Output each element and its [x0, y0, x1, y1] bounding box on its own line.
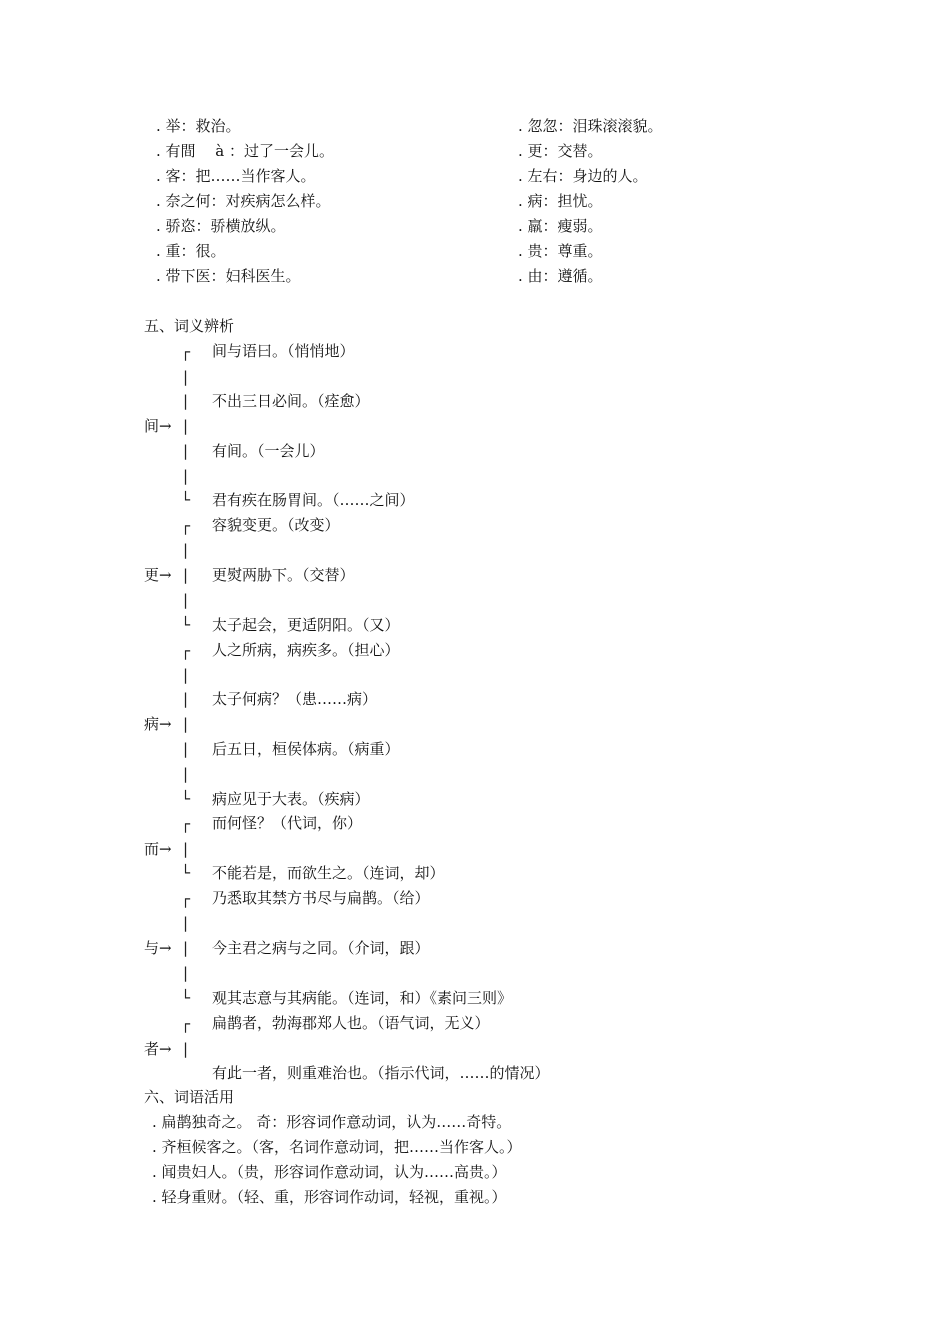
usage-item: . 扁鹊独奇之。 奇：形容词作意动词，认为……奇特。 [152, 1113, 512, 1131]
definition-line: 后五日，桓侯体病。（病重） [212, 740, 400, 758]
usage-item: . 轻身重财。（轻、重，形容词作动词，轻视，重视。） [152, 1188, 507, 1206]
vocab-item: . 重：很。 [156, 242, 226, 260]
bracket-mid: | [181, 765, 191, 783]
definition-line: 病应见于大表。（疾病） [212, 790, 370, 808]
definition-line: 太子起会，更适阴阳。（又） [212, 616, 400, 634]
bracket-bottom: └ [181, 790, 191, 808]
bracket-bottom: └ [181, 864, 191, 882]
vocab-item: . 病：担忧。 [518, 192, 603, 210]
bracket-mid: | [181, 566, 191, 584]
bracket-mid: | [181, 964, 191, 982]
headword-geng: 更→ [144, 566, 172, 584]
section-5-title: 五、词义辨析 [144, 317, 235, 335]
headword-zhe: 者→ [144, 1040, 172, 1058]
vocab-item: . 客：把……当作客人。 [156, 167, 316, 185]
bracket-mid: | [181, 368, 191, 386]
vocab-item: . 贵：尊重。 [518, 242, 603, 260]
bracket-mid: | [181, 541, 191, 559]
bracket-top: ┌ [181, 1015, 191, 1033]
bracket-bottom: └ [181, 989, 191, 1007]
headword-jian: 间→ [144, 417, 172, 435]
bracket-top: ┌ [181, 343, 191, 361]
definition-line: 太子何病？（患……病） [212, 690, 378, 708]
vocab-item: . 带下医：妇科医生。 [156, 267, 301, 285]
definition-line: 有间。（一会儿） [212, 442, 325, 460]
vocab-item: . 骄恣：骄横放纵。 [156, 217, 286, 235]
section-6-title: 六、词语活用 [144, 1088, 235, 1106]
vocab-item: . 奈之何：对疾病怎么样。 [156, 192, 331, 210]
definition-line: 乃悉取其禁方书尽与扁鹊。（给） [212, 889, 430, 907]
definition-line: 观其志意与其病能。（连词，和）《素问三则》 [212, 989, 513, 1007]
definition-line: 不出三日必间。（痊愈） [212, 392, 370, 410]
bracket-mid: | [181, 690, 191, 708]
bracket-mid: | [181, 840, 191, 858]
bracket-mid: | [181, 914, 191, 932]
definition-line: 不能若是，而欲生之。（连词，却） [212, 864, 445, 882]
definition-line: 更熨两胁下。（交替） [212, 566, 355, 584]
bracket-mid: | [181, 392, 191, 410]
bracket-bottom: └ [181, 491, 191, 509]
headword-yu: 与→ [144, 939, 172, 957]
vocab-right-column [518, 117, 663, 292]
vocab-left-column [156, 117, 334, 292]
vocab-item: . 忽忽：泪珠滚滚貌。 [518, 117, 663, 135]
bracket-top: ┌ [181, 642, 191, 660]
vocab-item: . 由：遵循。 [518, 267, 603, 285]
vocab-item: . 左右：身边的人。 [518, 167, 648, 185]
bracket-mid: | [181, 715, 191, 733]
definition-line: 有此一者，则重难治也。（指示代词，……的情况） [212, 1064, 550, 1082]
vocab-item: . 举：救治。 [156, 117, 241, 135]
bracket-mid: | [181, 417, 191, 435]
bracket-top: ┌ [181, 815, 191, 833]
bracket-top: ┌ [181, 517, 191, 535]
headword-bing: 病→ [144, 715, 172, 733]
definition-line: 扁鹊者，勃海郡郑人也。（语气词，无义） [212, 1014, 490, 1032]
usage-item: . 齐桓候客之。（客，名词作意动词，把……当作客人。） [152, 1138, 522, 1156]
definition-line: 今主君之病与之同。（介词，跟） [212, 939, 430, 957]
bracket-mid: | [181, 939, 191, 957]
usage-item: . 闻贵妇人。（贵，形容词作意动词，认为……高贵。） [152, 1163, 507, 1181]
bracket-mid: | [181, 591, 191, 609]
vocab-item: . 更：交替。 [518, 142, 603, 160]
bracket-mid: | [181, 666, 191, 684]
bracket-mid: | [181, 740, 191, 758]
bracket-top: ┌ [181, 890, 191, 908]
bracket-mid: | [181, 442, 191, 460]
bracket-mid: | [181, 1040, 191, 1058]
bracket-bottom: └ [181, 616, 191, 634]
definition-line: 而何怪？（代词，你） [212, 814, 363, 832]
bracket-mid: | [181, 467, 191, 485]
definition-line: 人之所病，病疾多。（担心） [212, 641, 400, 659]
definition-line: 间与语曰。（悄悄地） [212, 342, 355, 360]
definition-line: 君有疾在肠胃间。（……之间） [212, 491, 415, 509]
definition-line: 容貌变更。（改变） [212, 516, 340, 534]
vocab-item: . 有間 à ：过了一会儿。 [156, 142, 335, 160]
headword-er: 而→ [144, 840, 172, 858]
vocab-item: . 羸：瘦弱。 [518, 217, 603, 235]
